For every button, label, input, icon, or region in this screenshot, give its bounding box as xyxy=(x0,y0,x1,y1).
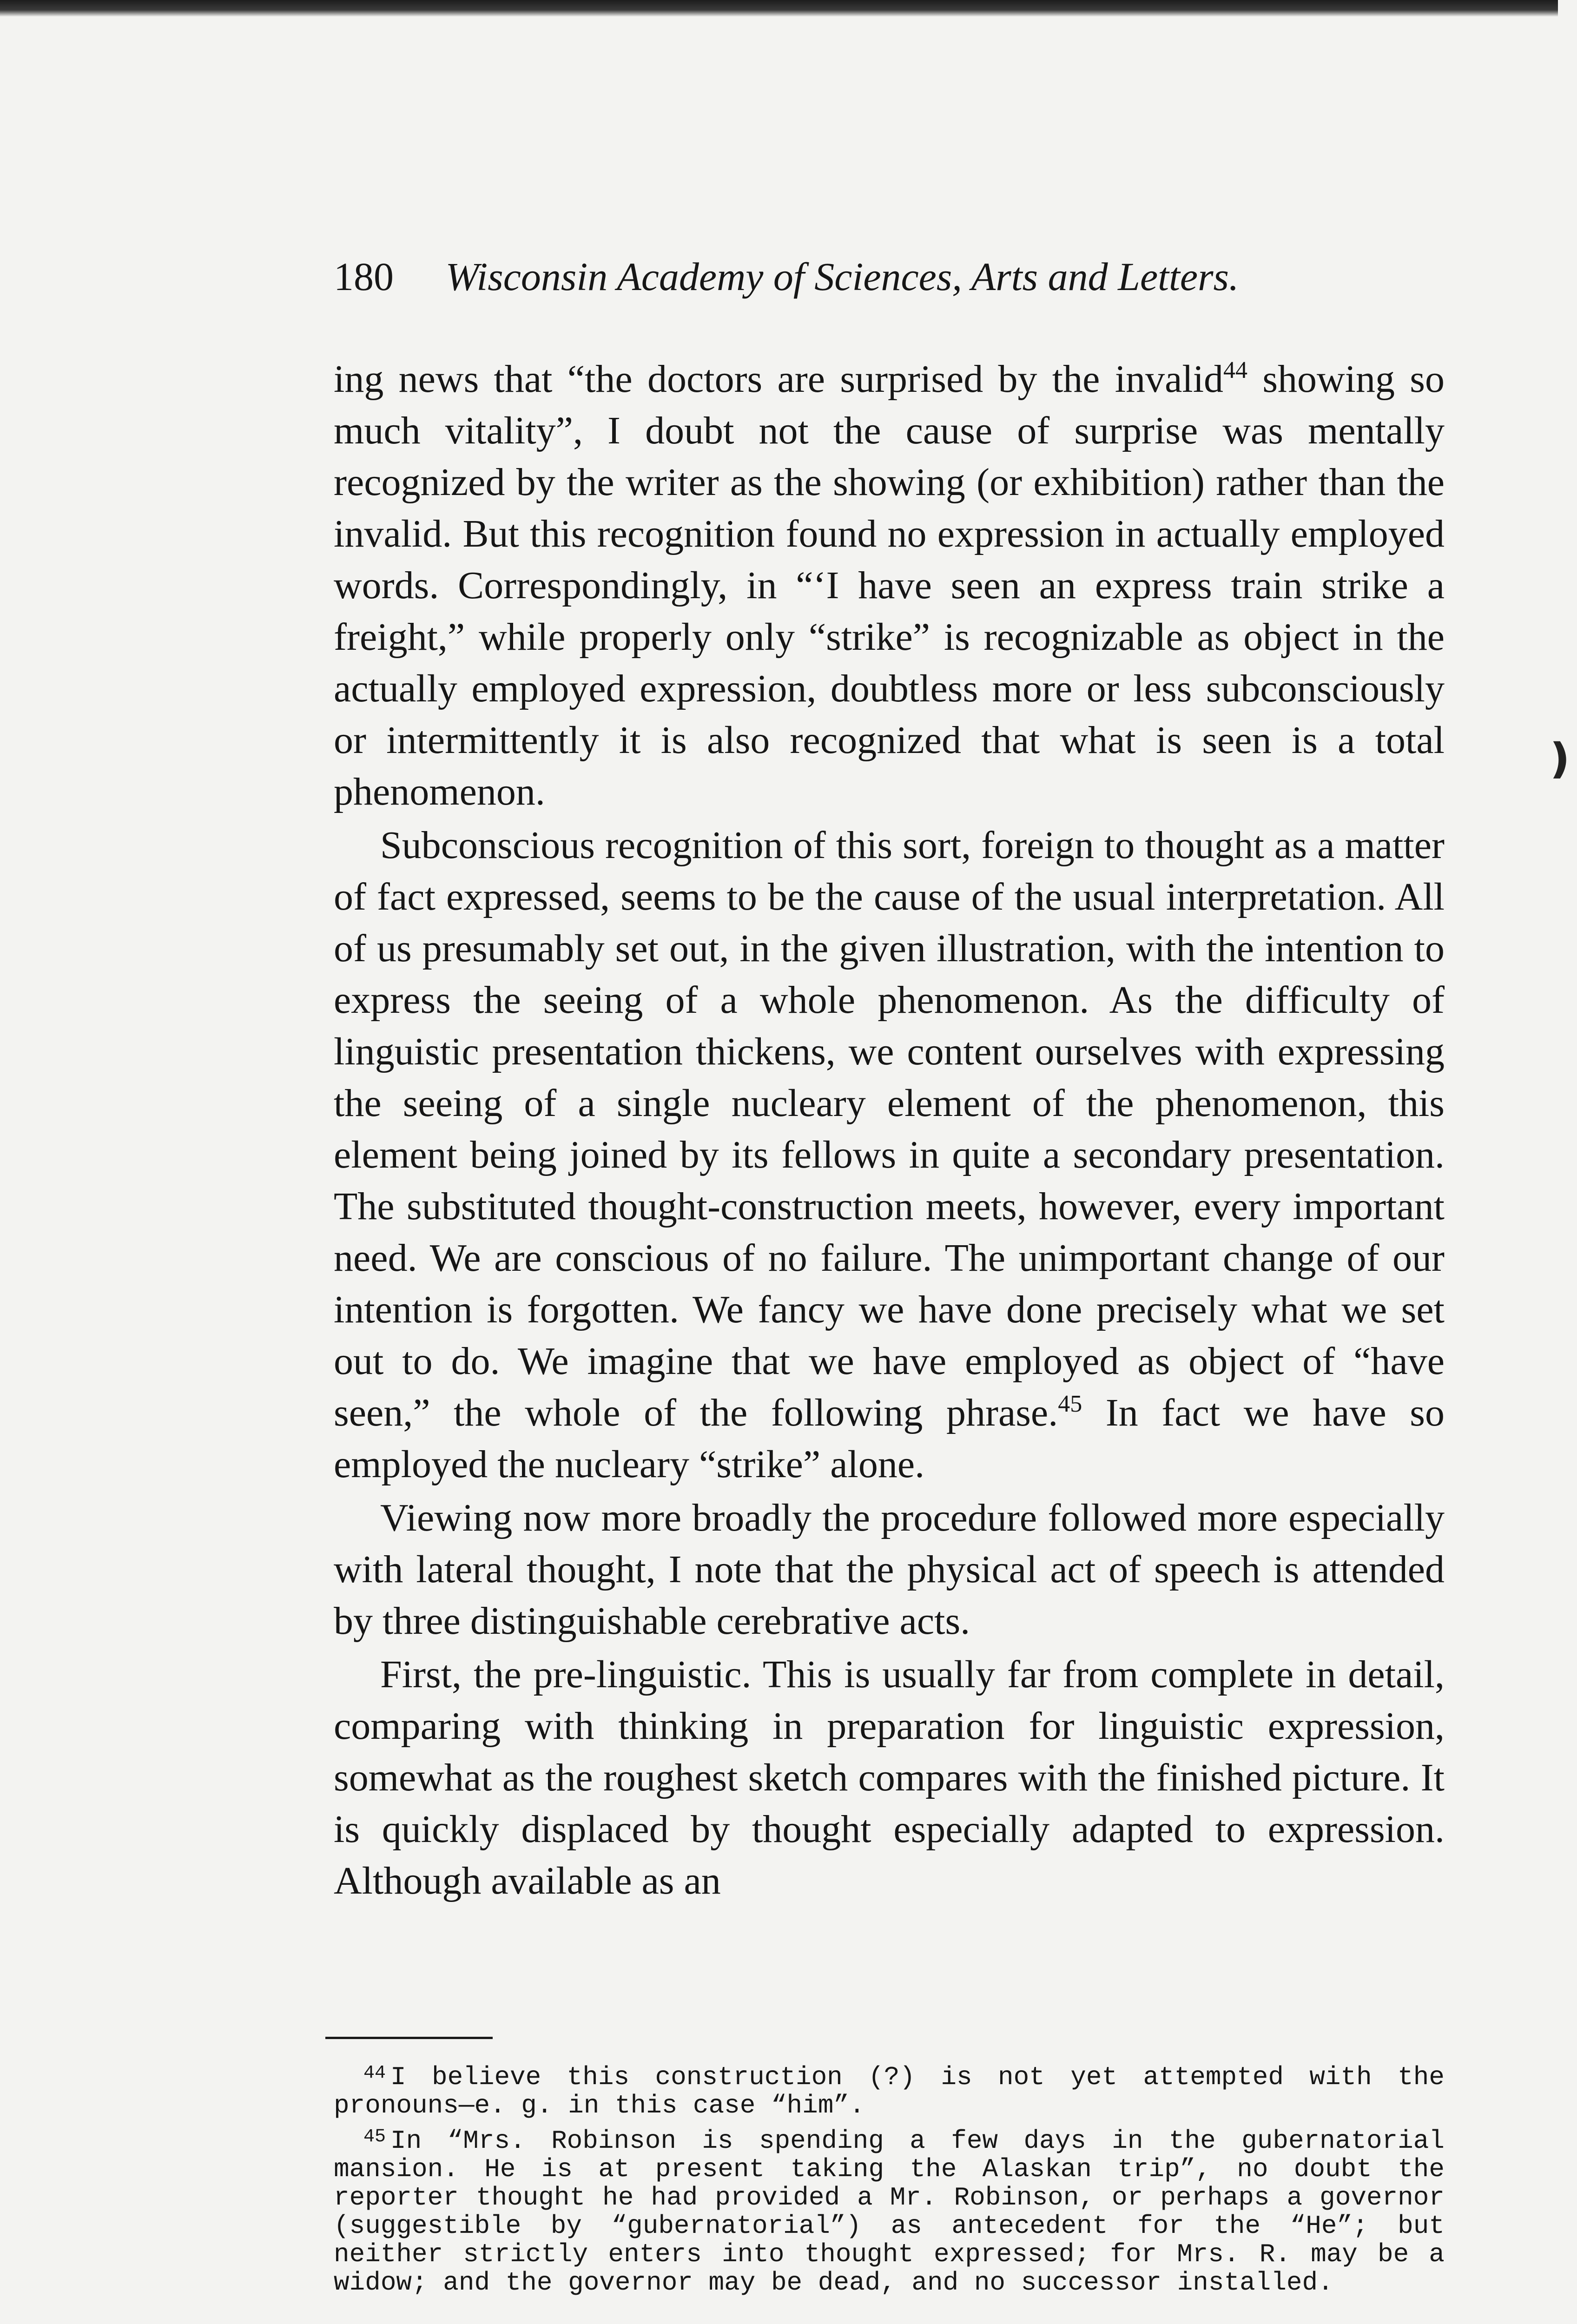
footnote-marker: 44 xyxy=(363,2063,386,2084)
footnote xyxy=(334,2059,1445,2120)
page-header xyxy=(334,251,1445,302)
footnote-ref-45: 45 xyxy=(1058,1391,1082,1417)
footnote xyxy=(334,2123,1445,2297)
footnote-ref-44: 44 xyxy=(1223,357,1248,383)
paragraph: First, the pre-linguistic. This is usually far from complete in detail, comparing with thinking in preparation for linguistic expression, somewhat as the roughest sketch compares with the finished picture. It is quickly displaced by thought especially adapted to expression. Although available as an xyxy=(334,1653,1445,1902)
footnotes xyxy=(334,2059,1445,2300)
footnote-text: In “Mrs. Robinson is spending a few days in the gubernatorial mansion. He is at present taking the Alaskan trip”, no doubt the reporter thought he had provided a Mr. Robinson, or perhaps a governor (suggestible by “gubernatorial”) as antecedent for the “He”; but neither strictly enters into thought expressed; for Mrs. R. may be a widow; and the governor may be dead, and no successor installed. xyxy=(334,2126,1445,2298)
paragraph xyxy=(334,353,1445,818)
running-title: Wisconsin Academy of Sciences, Arts and Letters. xyxy=(445,254,1239,299)
paragraph-text: showing so much vitality”, I doubt not the cause of surprise was mentally recognized by the writer as the showing (or exhibition) rather than the invalid. But this recognition found no expression in actually employed words. Correspondingly, in “‘I have seen an express train strike a freight,” while properly only “strike” is recognizable as object in the actually employed expression, doubtless more or less subconsciously or intermittently it is also recognized that what is seen is a total phenomenon. xyxy=(334,357,1445,813)
footnote-text: I believe this construction (?) is not yet attempted with the pronouns—e. g. in this case “him”. xyxy=(334,2062,1445,2120)
paragraph: Viewing now more broadly the procedure followed more especially with lateral thought, I note that the physical act of speech is attended by three distinguishable cerebrative acts. xyxy=(334,1496,1445,1643)
paragraph-text: Subconscious recognition of this sort, foreign to thought as a matter of fact expressed, seems to be the cause of the usual interpretation. All of us presumably set out, in the given illustration, with the intention to express the seeing of a whole phenomenon. As the difficulty of linguistic presentation thickens, we content ourselves with expressing the seeing of a single nucleary element of the phenomenon, this element being joined by its fellows in quite a secondary presentation. The substituted thought-construction meets, however, every important need. We are conscious of no failure. The unimportant change of our intention is forgotten. We fancy we have done precisely what we set out to do. We imagine that we have employed as object of “have seen,” the whole of the following phrase. xyxy=(334,824,1445,1434)
paragraph-text: In fact we have so employed the nucleary “strike” alone. xyxy=(334,1391,1445,1486)
page-top-edge xyxy=(0,0,1558,17)
footnote-marker: 45 xyxy=(363,2126,386,2147)
page-number: 180 xyxy=(334,254,394,299)
footnote-divider xyxy=(325,2037,493,2039)
margin-mark: ❫ xyxy=(1542,736,1577,782)
body-text xyxy=(334,353,1445,1907)
paragraph-text: ing news that “the doctors are surprised by the invalid xyxy=(334,357,1224,401)
paragraph xyxy=(334,819,1445,1490)
